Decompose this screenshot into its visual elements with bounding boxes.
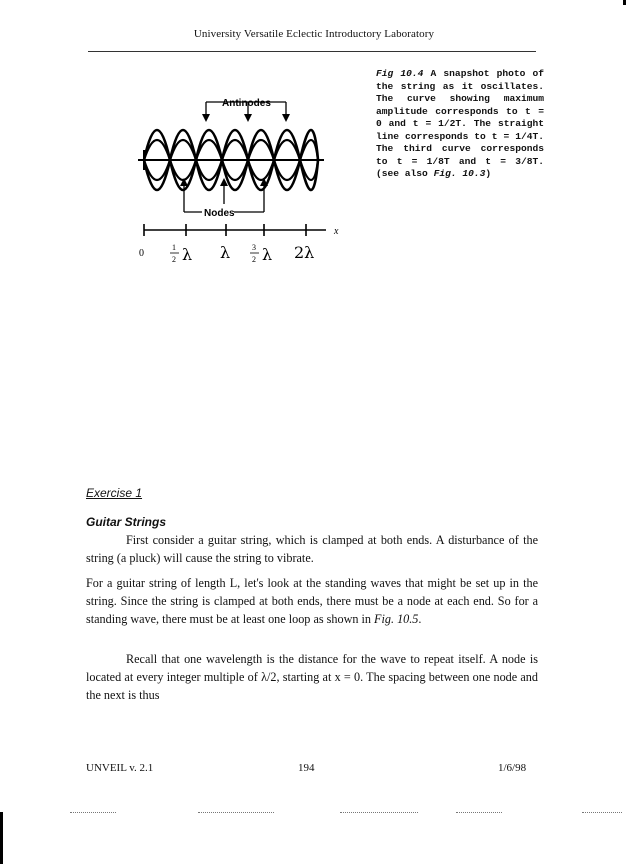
scan-dots-1: [70, 812, 116, 813]
caption-see-also-suffix: ): [485, 168, 492, 179]
caption-fig-ref: Fig 10.4: [376, 68, 424, 79]
antinode-arrowhead-1: [202, 114, 210, 122]
footer-page-number: 194: [298, 762, 315, 774]
paragraph-2-text: For a guitar string of length L, let's look at the standing waves that might be set up in the string. Since the string is clamped at both ends, there must be a node at each end. So for a standing wave, there must be at least one loop as shown in: [86, 576, 538, 626]
tick-label-half-lambda: λ: [182, 245, 193, 264]
paragraph-1: First consider a guitar string, which is clamped at both ends. A disturbance of the string (a pluck) will cause the string to vibrate.: [86, 533, 538, 565]
footer-version: UNVEIL v. 2.1: [86, 762, 154, 774]
tick-label-lambda: λ: [220, 243, 231, 262]
antinode-arrowhead-3: [282, 114, 290, 122]
scan-dots-4: [456, 812, 502, 813]
tick-label-three-half-den: 2: [252, 255, 256, 264]
antinode-arrowhead-2: [244, 114, 252, 122]
standing-wave-figure: [128, 84, 358, 274]
exercise-heading: Exercise 1: [86, 486, 143, 500]
x-axis-label: x: [334, 226, 339, 237]
tick-label-0: 0: [139, 248, 144, 259]
page-header: University Versatile Eclectic Introductory Laboratory: [193, 28, 435, 40]
tick-label-three-half-num: 3: [252, 243, 256, 252]
tick-label-half-den: 2: [172, 255, 176, 264]
caption-see-also-prefix: (see also: [376, 168, 434, 179]
nodes-label: Nodes: [204, 208, 235, 219]
scan-edge-mark: [0, 812, 3, 864]
paragraph-2-fig-ref: Fig. 10.5: [374, 612, 419, 626]
standing-wave-diagram: [128, 84, 358, 274]
scan-dots-3: [340, 812, 418, 813]
caption-see-also-ref: Fig. 10.3: [433, 168, 486, 179]
paragraph-2-end: .: [418, 612, 422, 626]
paragraph-2: [86, 574, 538, 628]
caption-body: A snapshot photo of the string as it oscillates. The curve showing maximum amplitude corresponds to t = 0 and t = 1/2T. The straight line corresponds to t = 1/4T. The third curve corresponds to t = 1/8T and t = 3/8T.: [376, 68, 545, 167]
antinodes-label: Antinodes: [222, 98, 271, 109]
header-rule: [88, 51, 536, 52]
tick-label-three-half-lambda: λ: [262, 245, 273, 264]
scan-dots-5: [582, 812, 622, 813]
tick-label-two-lambda: 2λ: [294, 243, 315, 262]
scan-dots-2: [198, 812, 274, 813]
tick-label-half-num: 1: [172, 243, 176, 252]
figure-caption: [376, 68, 544, 181]
footer-date: 1/6/98: [498, 762, 527, 774]
paragraph-3: Recall that one wavelength is the distance for the wave to repeat itself. A node is located at every integer multiple of λ/2, starting at x = 0. The spacing between one node and the next is thus: [86, 652, 538, 702]
section-heading: Guitar Strings: [86, 515, 167, 529]
scan-corner-mark: [623, 0, 626, 5]
